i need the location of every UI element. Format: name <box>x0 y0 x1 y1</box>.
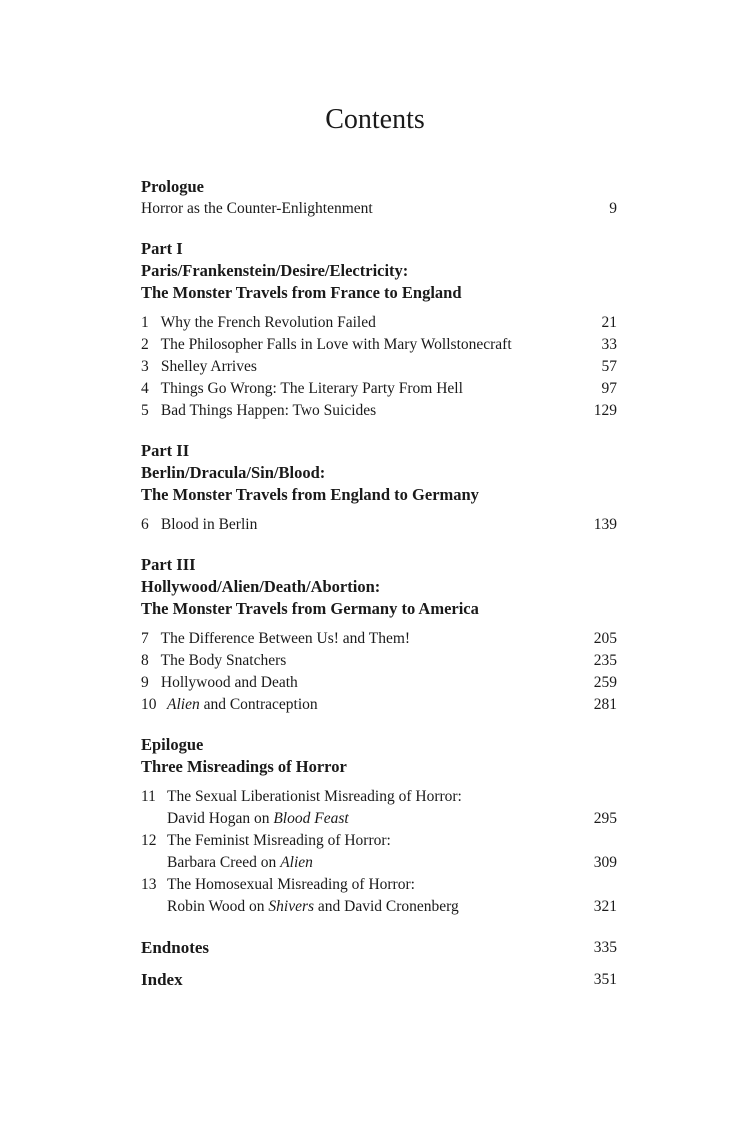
page-number: 57 <box>601 358 617 375</box>
part-subtitle: The Monster Travels from France to England <box>141 283 462 302</box>
entry-title-italic: Alien <box>167 696 200 713</box>
page-number: 295 <box>593 810 617 827</box>
entry-work-italic: Alien <box>280 854 313 871</box>
entry-title-line2 <box>141 808 569 830</box>
toc-entry[interactable] <box>141 198 617 220</box>
page-number: 235 <box>593 652 617 669</box>
part-title: Berlin/Dracula/Sin/Blood: <box>141 463 326 482</box>
prologue-heading: Prologue <box>141 177 204 196</box>
page-title: Contents <box>325 104 425 135</box>
page-number: 9 <box>609 200 617 217</box>
chapter-number: 6 <box>141 516 149 533</box>
entry-title: Things Go Wrong: The Literary Party From Hell <box>160 380 463 397</box>
toc-entry[interactable] <box>141 514 617 536</box>
toc-entry[interactable] <box>141 334 617 356</box>
chapter-number: 8 <box>141 652 149 669</box>
part-2-section <box>141 440 617 536</box>
toc-entry[interactable] <box>141 378 617 400</box>
entry-title: Blood in Berlin <box>160 516 258 533</box>
chapter-number: 11 <box>141 788 156 805</box>
part-label: Part I <box>141 239 183 258</box>
page-number: 129 <box>593 402 617 419</box>
entry-title-line1: The Sexual Liberationist Misreading of Horror: <box>167 788 462 805</box>
chapter-number: 4 <box>141 380 149 397</box>
chapter-number: 13 <box>141 876 157 893</box>
entry-author: Barbara Creed on <box>167 854 281 871</box>
entry-title-post: and David Cronenberg <box>314 898 459 915</box>
part-subtitle: The Monster Travels from Germany to America <box>141 599 479 618</box>
entry-title-line2 <box>141 852 569 874</box>
entry-title: Shelley Arrives <box>160 358 257 375</box>
entry-title: The Body Snatchers <box>160 652 287 669</box>
entry-title-line2 <box>141 896 569 918</box>
chapter-number: 2 <box>141 336 149 353</box>
toc-entry[interactable] <box>141 312 617 334</box>
page-number: 281 <box>593 696 617 713</box>
part-1-section <box>141 238 617 422</box>
page-number: 309 <box>593 854 617 871</box>
entry-work-italic: Blood Feast <box>273 810 349 827</box>
toc-entry[interactable] <box>141 628 617 650</box>
part-subtitle: The Monster Travels from England to Germany <box>141 485 479 504</box>
page-number: 351 <box>593 971 617 988</box>
page-number: 205 <box>593 630 617 647</box>
page-number: 33 <box>601 336 617 353</box>
page-number: 139 <box>593 516 617 533</box>
entry-title: The Difference Between Us! and Them! <box>160 630 411 647</box>
part-title: Paris/Frankenstein/Desire/Electricity: <box>141 261 409 280</box>
entry-title: Hollywood and Death <box>160 674 298 691</box>
epilogue-section <box>141 734 617 918</box>
page-number: 21 <box>601 314 617 331</box>
part-label: Part II <box>141 441 190 460</box>
toc-entry[interactable] <box>141 356 617 378</box>
endnotes-entry[interactable] <box>141 936 617 960</box>
entry-title: Horror as the Counter-Enlightenment <box>141 200 373 217</box>
toc-entry[interactable] <box>141 400 617 422</box>
page-number: 321 <box>593 898 617 915</box>
entry-title-line1: The Feminist Misreading of Horror: <box>167 832 391 849</box>
entry-title: Why the French Revolution Failed <box>160 314 376 331</box>
chapter-number: 9 <box>141 674 149 691</box>
entry-work-italic: Shivers <box>268 898 315 915</box>
entry-author: David Hogan on <box>167 810 274 827</box>
toc-entry[interactable] <box>141 830 617 874</box>
entry-title: The Philosopher Falls in Love with Mary Wollstonecraft <box>160 336 512 353</box>
page-number: 97 <box>601 380 617 397</box>
chapter-number: 7 <box>141 630 149 647</box>
entry-title-line1: The Homosexual Misreading of Horror: <box>167 876 415 893</box>
chapter-number: 5 <box>141 402 149 419</box>
epilogue-subtitle: Three Misreadings of Horror <box>141 757 347 776</box>
part-title: Hollywood/Alien/Death/Abortion: <box>141 577 381 596</box>
entry-author: Robin Wood on <box>167 898 269 915</box>
part-label: Part III <box>141 555 196 574</box>
toc-entry[interactable] <box>141 786 617 830</box>
toc-entry[interactable] <box>141 874 617 918</box>
toc-entry[interactable] <box>141 672 617 694</box>
part-3-section <box>141 554 617 716</box>
index-label: Index <box>141 970 183 989</box>
endnotes-label: Endnotes <box>141 938 210 957</box>
epilogue-label: Epilogue <box>141 735 204 754</box>
prologue-section <box>141 176 617 220</box>
chapter-number: 10 <box>141 696 157 713</box>
entry-title-rest: and Contraception <box>199 696 318 713</box>
chapter-number: 1 <box>141 314 149 331</box>
page-number: 259 <box>593 674 617 691</box>
page-number: 335 <box>593 939 617 956</box>
chapter-number: 3 <box>141 358 149 375</box>
toc-entry[interactable] <box>141 650 617 672</box>
table-of-contents <box>141 176 617 992</box>
entry-title: Bad Things Happen: Two Suicides <box>160 402 377 419</box>
toc-entry[interactable] <box>141 694 617 716</box>
chapter-number: 12 <box>141 832 157 849</box>
index-entry[interactable] <box>141 968 617 992</box>
